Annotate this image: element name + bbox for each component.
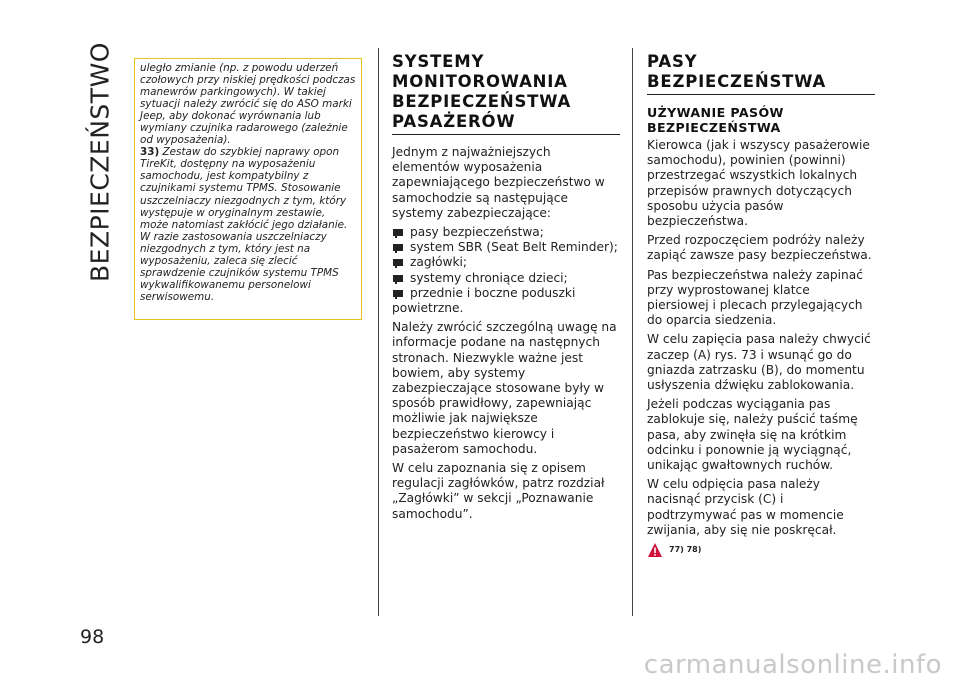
list-item [392,255,620,270]
list-continuation: powietrzne. [392,301,464,316]
list-item [392,286,620,301]
right-paragraph: W celu zapięcia pasa należy chwycić zaczep (A) rys. 73 i wsunąć go do gniazda zatrzasku (B), do momentu usłyszenia dźwięku zablokowania. [647,332,871,393]
middle-paragraph: Należy zwrócić szczególną uwagę na informacje podane na następnych stronach. Niezwykle ważne jest bowiem, aby systemy zabezpieczające stosowane były w sposób prawidłowy, zapewniając możliwie jak największe bezpieczeństwo kierowcy i pasażerom samochodu. [392,320,617,456]
section-title [82,42,118,282]
right-subheading: UŻYWANIE PASÓW BEZPIECZEŃSTWA [647,105,784,135]
list-item-text: pasy bezpieczeństwa; [410,225,544,240]
bullet-icon [393,259,403,266]
section-title-text: BEZPIECZEŃSTWO [85,42,115,282]
list-item-text: systemy chroniące dzieci; [410,270,568,285]
middle-intro: Jednym z najważniejszych elementów wyposażenia zapewniającego bezpieczeństwo w samochodzie są następujące systemy zabezpieczające: [392,145,605,220]
warning-text: uległo zmianie (np. z powodu uderzeń czołowych przy niskiej prędkości podczas manewrów parkingowych). W takiej sytuacji należy zwrócić się do ASO marki Jeep, aby dokonać wyrównania lub wymiany czujnika radarowego (zależnie od wyposażenia). [140,62,356,147]
warning-reference [647,542,875,558]
bullet-icon [393,290,403,297]
bullet-icon [393,244,403,251]
note-number: 33) [140,146,160,159]
right-heading: PASY BEZPIECZEŃSTWA [647,52,875,95]
middle-column [392,52,620,526]
note-text: Zestaw do szybkiej naprawy opon TireKit, dostępny na wyposażeniu samochodu, jest kompatybilny z czujnikami systemu TPMS. Stosowanie uszczelniaczy niezgodnych z tym, który występuje w oryginalnym zestawie, może natomiast zakłócić jego działanie. W razie zastosowania uszczelniaczy niezgodnych z tym, który jest na wyposażeniu, zaleca się zlecić sprawdzenie czujników systemu TPMS wykwalifikowanemu personelowi serwisowemu. [140,146,348,303]
warning-icon [647,542,663,558]
list-item-text: przednie i boczne poduszki [410,285,576,300]
bullet-icon [393,229,403,236]
warning-refs: 77) 78) [669,545,702,555]
right-paragraph: Jeżeli podczas wyciągania pas zablokuje się, należy puścić taśmę pasa, aby zwinęła się na krótkim odcinku i ponownie ją wyciągnąć, unikając gwałtownych ruchów. [647,397,858,473]
watermark: carmanualsonline.info [643,650,942,680]
page-number: 98 [80,626,105,648]
systems-list [392,225,620,301]
middle-heading: SYSTEMY MONITOROWANIA BEZPIECZEŃSTWA PASAŻERÓW [392,52,620,135]
right-column [647,52,875,558]
right-paragraph: W celu odpięcia pasa należy nacisnąć przycisk (C) i podtrzymywać pas w momencie zwijania, aby się nie poskręcał. [647,477,844,537]
right-paragraph: Kierowca (jak i wszyscy pasażerowie samochodu), powinien (powinni) przestrzegać wszystkich lokalnych przepisów prawnych dotyczących sposobu użycia pasów bezpieczeństwa. [647,138,870,229]
column-divider [378,48,379,616]
right-paragraph: Pas bezpieczeństwa należy zapinać przy wyprostowanej klatce piersiowej i plecach przylegających do oparcia siedzenia. [647,267,863,328]
list-item [392,271,620,286]
column-divider [632,48,633,616]
bullet-icon [393,275,403,282]
right-paragraph: Przed rozpoczęciem podróży należy zapiąć zawsze pasy bezpieczeństwa. [647,233,872,263]
middle-paragraph: W celu zapoznania się z opisem regulacji zagłówków, patrz rozdział „Zagłówki” w sekcji „Poznawanie samochodu”. [392,461,605,521]
list-item-text: system SBR (Seat Belt Reminder); [410,240,618,255]
list-item-text: zagłówki; [410,255,468,270]
list-item [392,225,620,240]
warning-box [134,58,362,320]
list-item [392,240,620,255]
